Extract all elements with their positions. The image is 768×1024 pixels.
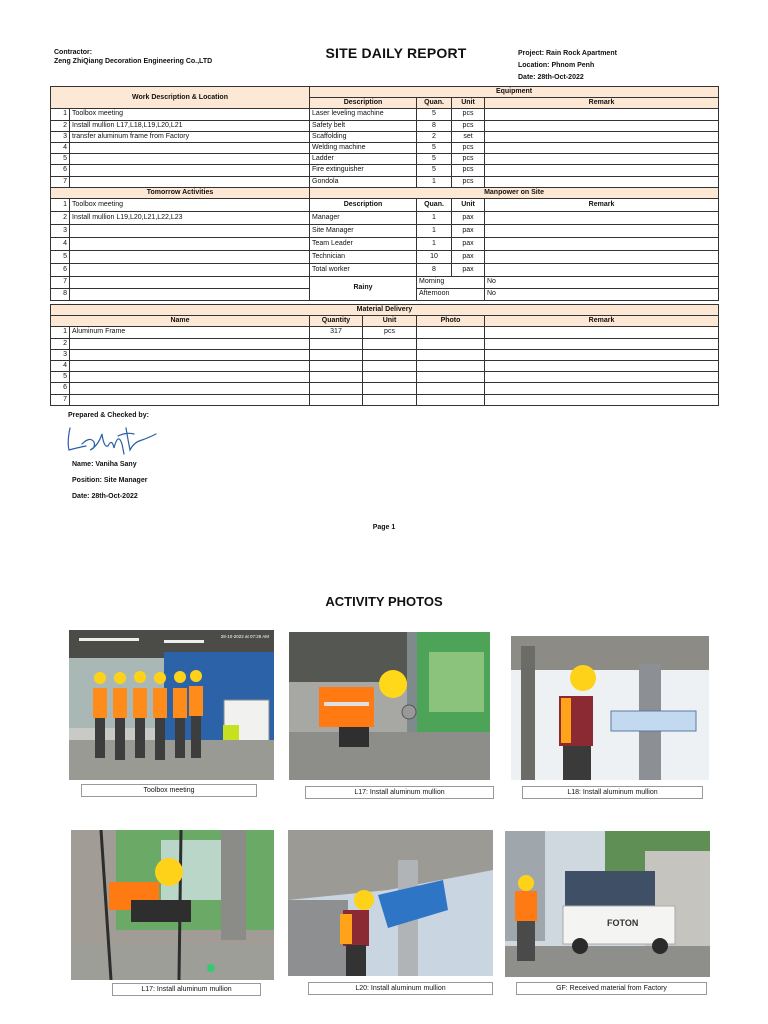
photo-timestamp: 28-10-2022 at 07:26 AM [220,634,269,639]
signature-image [64,420,164,456]
signer-position: Position: Site Manager [72,477,148,484]
photo-caption: Toolbox meeting [81,784,257,797]
photo-l18-install [511,636,709,780]
work-row: 4 Welding machine 5 pcs [51,142,719,153]
material-col-quantity: Quantity [310,316,363,327]
manpower-col-quan: Quan. [417,198,452,211]
material-col-photo: Photo [417,316,485,327]
tomorrow-row: 6 Total worker 8 pax [51,263,719,276]
material-row: 5 [51,372,719,383]
manpower-col-unit: Unit [452,198,485,211]
material-row: 1 Aluminum Frame 317 pcs [51,327,719,338]
prepared-checked-label: Prepared & Checked by: [68,412,149,419]
work-row: 2 Install mullion L17,L18,L19,L20,L21 Safety belt 8 pcs [51,120,719,131]
photo-caption: L17: Install aluminum mullion [112,983,261,996]
activity-photos-title: ACTIVITY PHOTOS [325,594,443,609]
photo-toolbox-meeting [69,630,274,780]
weather-afternoon-value: No [485,288,719,300]
manpower-col-description: Description [310,198,417,211]
weather-morning-value: No [485,276,719,288]
manpower-col-remark: Remark [485,198,719,211]
photo-caption: L17: Install aluminum mullion [305,786,494,799]
material-row: 3 [51,349,719,360]
equipment-col-description: Description [310,98,417,109]
report-title: SITE DAILY REPORT [325,45,467,61]
photo-caption: L18: Install aluminum mullion [522,786,703,799]
signer-name: Name: Vaniha Sany [72,461,137,468]
contractor-block [54,48,284,66]
photo-caption: GF: Received material from Factory [516,982,707,995]
tomorrow-row: 4 Team Leader 1 pax [51,237,719,250]
tomorrow-row: 2 Install mullion L19,L20,L21,L22,L23 Manager 1 pax [51,211,719,224]
tomorrow-row: 5 Technician 10 pax [51,250,719,263]
material-row: 4 [51,360,719,371]
work-row: 3 transfer aluminum frame from Factory Scaffolding 2 set [51,131,719,142]
photo-l17-install-2 [71,830,274,980]
work-description-header: Work Description & Location [51,87,310,109]
weather-label: Rainy [310,276,417,300]
work-row: 7 Gondola 1 pcs [51,176,719,187]
material-col-unit: Unit [363,316,417,327]
report-date: Date: 28th-Oct-2022 [518,74,584,81]
photo-l20-install [288,830,493,976]
manpower-header: Manpower on Site [310,187,719,198]
work-row: 1 Toolbox meeting Laser leveling machine 5 pcs [51,109,719,120]
truck-brand-text: FOTON [607,918,639,928]
tomorrow-activities-header: Tomorrow Activities [51,187,310,198]
project-info [518,49,718,85]
photo-received-material [505,831,710,977]
equipment-col-quan: Quan. [417,98,452,109]
equipment-col-remark: Remark [485,98,719,109]
tomorrow-row: 7 Rainy Morning No [51,276,719,288]
material-delivery-table [50,304,719,406]
material-delivery-header: Material Delivery [51,305,719,316]
signer-date: Date: 28th-Oct-2022 [72,493,138,500]
weather-morning-label: Morning [417,276,485,288]
project-location: Location: Phnom Penh [518,62,595,69]
signer-details [72,460,147,508]
page-number: Page 1 [372,524,396,531]
equipment-col-unit: Unit [452,98,485,109]
material-row: 6 [51,383,719,394]
tomorrow-row: 3 Site Manager 1 pax [51,224,719,237]
weather-afternoon-label: Afternoon [417,288,485,300]
work-row: 6 Fire extinguisher 5 pcs [51,165,719,176]
contractor-label: Contractor: [54,49,93,56]
equipment-header: Equipment [310,87,719,98]
photo-l17-install [289,632,490,780]
material-col-name: Name [51,316,310,327]
project-name: Project: Rain Rock Apartment [518,50,617,57]
work-row: 5 Ladder 5 pcs [51,154,719,165]
photo-caption: L20: Install aluminum mullion [308,982,493,995]
contractor-name: Zeng ZhiQiang Decoration Engineering Co.,LTD [54,58,213,65]
material-col-remark: Remark [485,316,719,327]
daily-report-table: Work Description & Location Equipment Description Quan. Unit Remark 1 Toolbox meeting Laser leveling machine 5 pcs 2 Install mullion L17,L18,L19,L20,L21 Safety belt 8 pcs 3 transfer aluminum frame from Factory Scaffolding 2 set 4 Welding machine 5 pcs 5 Ladder 5 pcs 6 Fire extinguisher 5 pcs 7 Gondola 1 pcs Tomorrow Activities Manpower on Site 1 Toolbox meeting Description Quan. Unit Remark 2 Install mullion L19,L20,L21,L22,L23 Manager 1 pax 3 Site Manager 1 pax 4 Team Leader 1 pax 5 Technician 10 pax 6 Total worker 8 pax 7 Rainy Morning No 8 Afternoon No [50,86,719,301]
material-row: 7 [51,394,719,405]
tomorrow-row: 8 Afternoon No [51,288,719,300]
material-row: 2 [51,338,719,349]
